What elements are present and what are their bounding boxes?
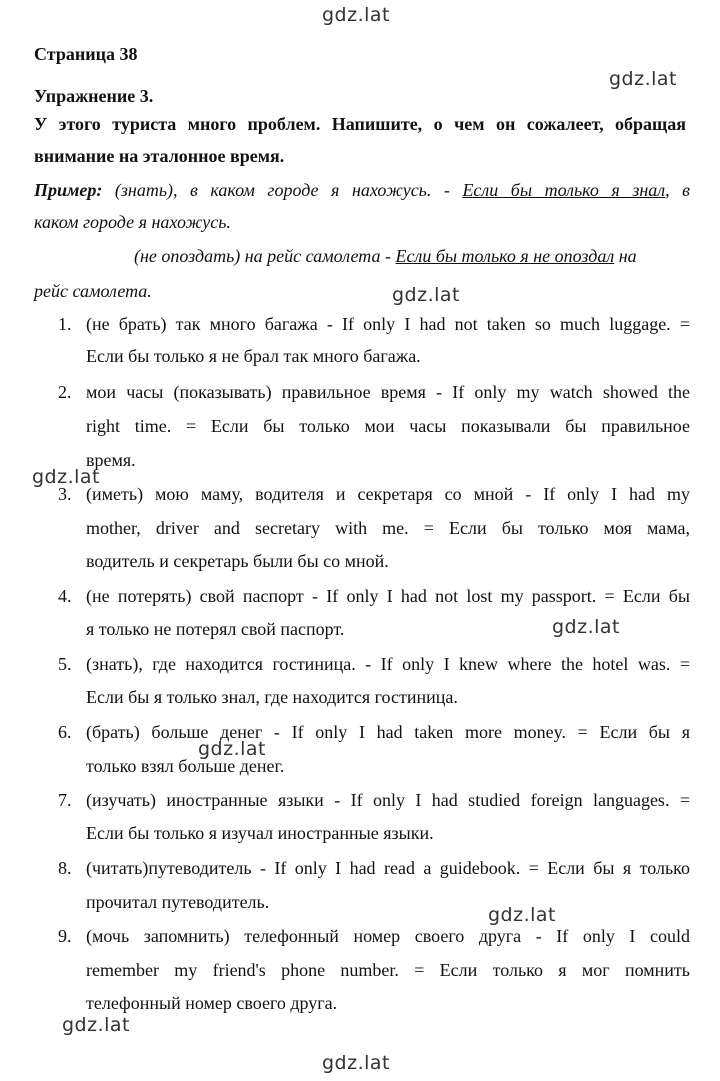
- watermark: gdz.lat: [322, 4, 391, 26]
- list-item-line: Если бы я только знал, где находится гостиница.: [86, 687, 458, 707]
- list-item-line: (читать)путеводитель - If only I had read a guidebook. = Если бы я только: [86, 858, 690, 878]
- list-item-number: 1.: [58, 314, 72, 334]
- example-answer: Если бы только я не опоздал: [395, 246, 615, 266]
- list-item-line: Если бы только я изучал иностранные языки.: [86, 823, 434, 843]
- example-label: Пример: [34, 180, 97, 200]
- page-title: Страница 38: [34, 44, 138, 64]
- watermark: gdz.lat: [198, 738, 267, 760]
- list-item-line: remember my friend's phone number. = Если только я мог помнить: [86, 960, 690, 980]
- example-line-2: каком городе я нахожусь.: [34, 212, 231, 232]
- list-item-number: 7.: [58, 790, 72, 810]
- watermark: gdz.lat: [32, 466, 101, 488]
- watermark: gdz.lat: [609, 68, 678, 90]
- list-item-line: время.: [86, 450, 136, 470]
- list-item-line: (брать) больше денег - If only I had taken more money. = Если бы я: [86, 722, 690, 742]
- list-item-number: 8.: [58, 858, 72, 878]
- list-item-number: 9.: [58, 926, 72, 946]
- watermark: gdz.lat: [488, 904, 557, 926]
- list-item-line: Если бы только я не брал так много багажа.: [86, 346, 421, 366]
- list-item-number: 4.: [58, 586, 72, 606]
- list-item-line: водитель и секретарь были бы со мной.: [86, 551, 389, 571]
- list-item-line: телефонный номер своего друга.: [86, 993, 338, 1013]
- list-item-number: 5.: [58, 654, 72, 674]
- list-item-line: right time. = Если бы только мои часы показывали бы правильное: [86, 416, 690, 436]
- list-item-number: 2.: [58, 382, 72, 402]
- list-item-number: 6.: [58, 722, 72, 742]
- watermark: gdz.lat: [322, 1052, 391, 1074]
- list-item-line: только взял больше денег.: [86, 756, 285, 776]
- watermark: gdz.lat: [392, 284, 461, 306]
- exercise-title: Упражнение 3.: [34, 86, 154, 106]
- list-item-line: прочитал путеводитель.: [86, 892, 270, 912]
- example-answer: Если бы только я знал: [462, 180, 666, 200]
- list-item-line: мои часы (показывать) правильное время - If only my watch showed the: [86, 382, 690, 402]
- task-text-line-2: внимание на эталонное время.: [34, 146, 285, 166]
- list-item-line: (мочь запомнить) телефонный номер своего друга - If only I could: [86, 926, 690, 946]
- example-line-1: Пример: (знать), в каком городе я нахожусь. - Если бы только я знал, в: [34, 180, 690, 200]
- list-item-line: (иметь) мою маму, водителя и секретаря со мной - If only I had my: [86, 484, 690, 504]
- task-text-line-1: У этого туриста много проблем. Напишите, о чем он сожалеет, обращая: [34, 114, 686, 134]
- list-item-number: 3.: [58, 484, 72, 504]
- watermark: gdz.lat: [62, 1014, 131, 1036]
- list-item-line: (не потерять) свой паспорт - If only I had not lost my passport. = Если бы: [86, 586, 690, 606]
- list-item-line: mother, driver and secretary with me. = Если бы только моя мама,: [86, 518, 690, 538]
- example-line-3: (не опоздать) на рейс самолета - Если бы только я не опоздал на: [134, 246, 637, 266]
- list-item-line: (не брать) так много багажа - If only I had not taken so much luggage. =: [86, 314, 690, 334]
- list-item-line: (знать), где находится гостиница. - If only I knew where the hotel was. =: [86, 654, 690, 674]
- list-item-line: я только не потерял свой паспорт.: [86, 619, 345, 639]
- watermark: gdz.lat: [552, 616, 621, 638]
- example-line-4: рейс самолета.: [34, 281, 152, 301]
- list-item-line: (изучать) иностранные языки - If only I had studied foreign languages. =: [86, 790, 690, 810]
